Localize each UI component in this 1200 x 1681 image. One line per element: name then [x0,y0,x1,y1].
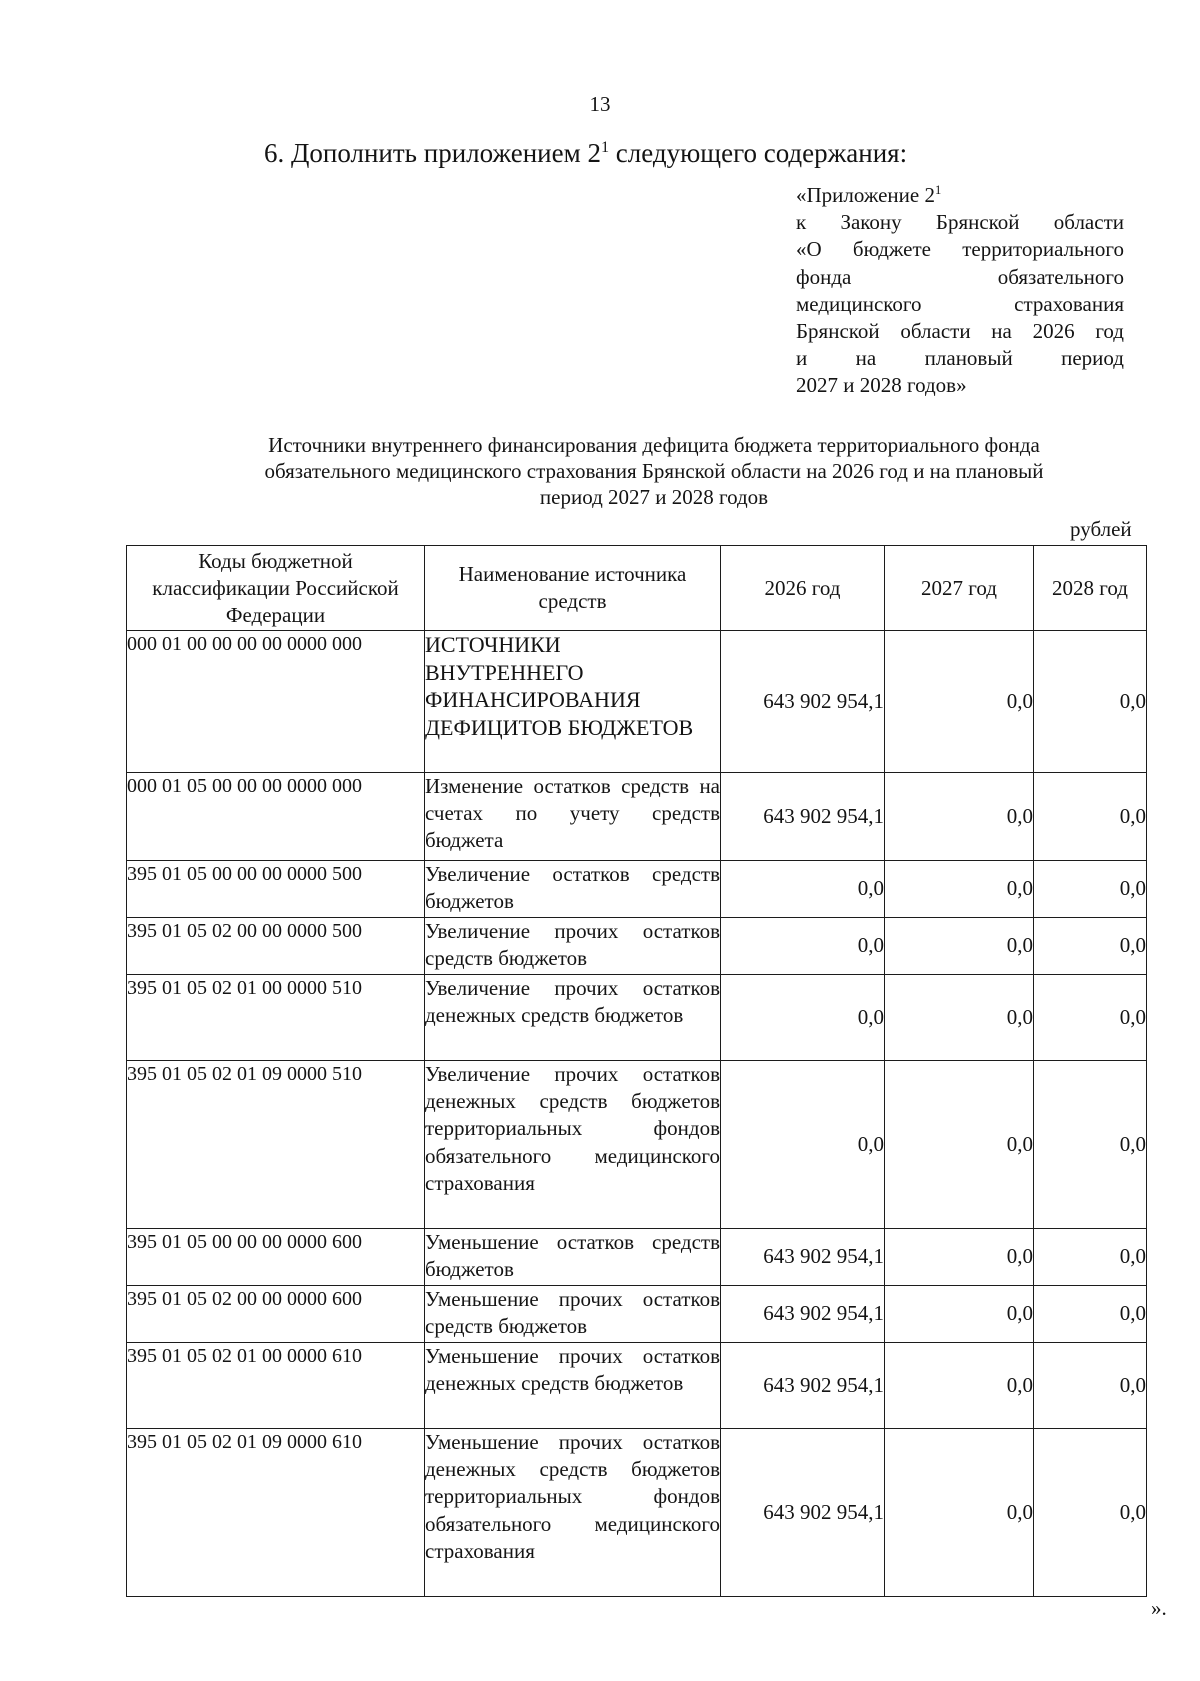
table-row [127,1343,1147,1429]
table-title-line: Источники внутреннего финансирования дефицита бюджета территориального фонда [268,433,1040,457]
row-value-2028: 0,0 [1034,918,1147,975]
row-value-2028: 0,0 [1034,631,1147,773]
row-value-2027: 0,0 [885,1229,1034,1286]
row-name: Изменение остатков средств на счетах по учету средств бюджета [425,773,721,861]
row-name: Увеличение прочих остатков средств бюджетов [425,918,721,975]
row-value-2027: 0,0 [885,1429,1034,1597]
row-value-2027: 0,0 [885,1061,1034,1229]
table-title [196,432,1112,510]
table-row [127,1061,1147,1229]
appendix-line: фонда обязательного [796,264,1124,289]
row-code: 395 01 05 00 00 00 0000 600 [127,1229,425,1286]
instruction-text-end: следующего содержания: [609,138,908,168]
table-title-line: период 2027 и 2028 годов [539,485,769,509]
row-value-2026: 0,0 [721,861,885,918]
table-row [127,773,1147,861]
row-value-2026: 643 902 954,1 [721,773,885,861]
appendix-line: 2027 и 2028 годов» [796,373,967,398]
row-value-2028: 0,0 [1034,773,1147,861]
row-code: 395 01 05 02 00 00 0000 500 [127,918,425,975]
row-code: 395 01 05 02 00 00 0000 600 [127,1286,425,1343]
row-name: ИСТОЧНИКИ ВНУТРЕННЕГО ФИНАНСИРОВАНИЯ ДЕФИЦИТОВ БЮДЖЕТОВ [425,631,721,773]
header-2027: 2027 год [885,546,1034,631]
row-value-2027: 0,0 [885,1343,1034,1429]
header-code: Коды бюджетной классификации Российской Федерации [127,546,425,631]
row-value-2028: 0,0 [1034,1343,1147,1429]
appendix-title [796,182,1124,209]
instruction-superscript: 1 [600,138,610,156]
row-value-2027: 0,0 [885,773,1034,861]
row-value-2028: 0,0 [1034,861,1147,918]
amendment-instruction [264,138,907,169]
row-value-2026: 643 902 954,1 [721,1343,885,1429]
row-value-2028: 0,0 [1034,1429,1147,1597]
financing-sources-table [126,545,1147,1597]
row-value-2027: 0,0 [885,918,1034,975]
table-row [127,1229,1147,1286]
row-value-2026: 0,0 [721,975,885,1061]
header-name: Наименование источника средств [425,546,721,631]
row-name: Уменьшение остатков средств бюджетов [425,1229,721,1286]
row-value-2028: 0,0 [1034,975,1147,1061]
row-value-2028: 0,0 [1034,1061,1147,1229]
row-name: Увеличение прочих остатков денежных средств бюджетов территориальных фондов обязательного медицинского страхования [425,1061,721,1229]
header-2028: 2028 год [1034,546,1147,631]
row-value-2027: 0,0 [885,1286,1034,1343]
page-number: 13 [589,92,611,116]
row-name: Увеличение остатков средств бюджетов [425,861,721,918]
table-row [127,631,1147,773]
row-value-2027: 0,0 [885,975,1034,1061]
row-code: 395 01 05 02 01 09 0000 610 [127,1429,425,1597]
row-value-2026: 0,0 [721,1061,885,1229]
row-value-2026: 643 902 954,1 [721,1286,885,1343]
row-value-2027: 0,0 [885,631,1034,773]
instruction-text: 6. Дополнить приложением 2 [264,138,601,168]
table-row [127,861,1147,918]
row-value-2026: 0,0 [721,918,885,975]
row-value-2028: 0,0 [1034,1286,1147,1343]
row-value-2028: 0,0 [1034,1229,1147,1286]
appendix-line: Брянской области на 2026 год [796,319,1124,344]
row-value-2027: 0,0 [885,861,1034,918]
row-value-2026: 643 902 954,1 [721,1229,885,1286]
row-name: Уменьшение прочих остатков средств бюджетов [425,1286,721,1343]
row-code: 000 01 00 00 00 00 0000 000 [127,631,425,773]
row-value-2026: 643 902 954,1 [721,1429,885,1597]
row-code: 395 01 05 02 01 00 0000 610 [127,1343,425,1429]
row-name: Уменьшение прочих остатков денежных средств бюджетов территориальных фондов обязательного медицинского страхования [425,1429,721,1597]
closing-quote-mark: ». [1151,1596,1167,1620]
table-row [127,1429,1147,1597]
appendix-title-text: «Приложение 2 [796,183,935,207]
table-row [127,918,1147,975]
unit-label: рублей [1070,517,1132,541]
table-row [127,975,1147,1061]
row-code: 395 01 05 02 01 09 0000 510 [127,1061,425,1229]
table-header-row [127,546,1147,631]
row-name: Уменьшение прочих остатков денежных средств бюджетов [425,1343,721,1429]
table-row [127,1286,1147,1343]
table-title-line: обязательного медицинского страхования Брянской области на 2026 год и на плановый [264,459,1044,483]
appendix-line: «О бюджете территориального [796,237,1124,262]
header-2026: 2026 год [721,546,885,631]
appendix-line: и на плановый период [796,346,1124,371]
row-name: Увеличение прочих остатков денежных средств бюджетов [425,975,721,1061]
row-value-2026: 643 902 954,1 [721,631,885,773]
appendix-header [796,182,1124,400]
row-code: 000 01 05 00 00 00 0000 000 [127,773,425,861]
appendix-line: медицинского страхования [796,291,1124,316]
appendix-line: к Закону Брянской области [796,210,1124,235]
row-code: 395 01 05 02 01 00 0000 510 [127,975,425,1061]
appendix-superscript: 1 [934,183,942,197]
row-code: 395 01 05 00 00 00 0000 500 [127,861,425,918]
